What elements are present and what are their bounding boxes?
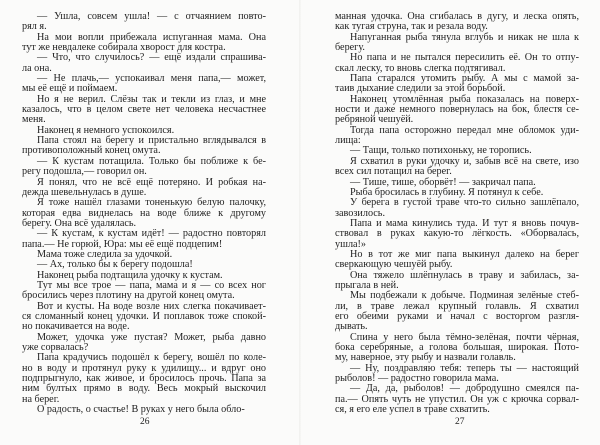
text-line: как тугая струна, так и резала воду.: [335, 21, 488, 33]
text-line: Она тяжело шлёпнулась в траву и забилась, за-: [350, 269, 579, 281]
text-line: Но в тот же миг папа выкинул далеко на берег: [350, 248, 579, 260]
text-line: — Тише, тише, оборвёт! — закричал папа.: [350, 176, 536, 188]
text-line: ним бултых прямо в воду. Весь мокрый выскочил: [22, 383, 266, 395]
text-line: уже сорвалась?: [22, 342, 89, 353]
text-line: На мои вопли прибежала испуганная мама. Она: [37, 31, 266, 43]
text-line: таив дыхание следили за этой борьбой.: [335, 83, 506, 95]
text-line: ли, в траве лежал крупный голавль. Я схватил: [335, 300, 579, 312]
text-line: его обеими руками и начал с восторгом разгля-: [335, 310, 579, 322]
text-line: О радость, о счастье! В руках у него была обло-: [37, 404, 245, 416]
text-line: дежда шевельнулась в душе.: [22, 186, 147, 198]
text-line: Я тоже нашёл глазами тоненькую белую палочку,: [37, 197, 266, 209]
text-line: скал леску, то вновь слегка подтягивал.: [335, 62, 506, 74]
text-line: — Ах, только бы к берегу подошла!: [37, 259, 193, 271]
text-line: — Не плачь,— успокаивал меня папа,— может,: [37, 73, 266, 85]
text-line: ствовал в руках какую-то лёгкость. «Оборвалась,: [335, 228, 579, 240]
text-line: ребряной чешуёй.: [335, 114, 414, 126]
text-line: Рыба бросилась в глубину. Я потянул к себе.: [350, 186, 544, 198]
paragraph: [335, 33, 579, 54]
paragraph: [335, 250, 579, 271]
paragraph: [22, 405, 266, 415]
paragraph: [335, 157, 579, 178]
text-line: подпрыгнуло, как живое, и бросилось прочь. Папа за: [22, 373, 266, 385]
text-line: Я схватил в руки удочку и, забыв всё на свете, изо: [350, 155, 579, 167]
paragraph: [335, 12, 579, 33]
text-line: на берег.: [22, 393, 60, 405]
text-line: берегу.: [335, 42, 365, 54]
text-line: всех сил потащил на берег.: [335, 166, 452, 178]
text-line: му, наверное, эту рыбу и назвали голавль.: [335, 352, 516, 364]
paragraph: [22, 136, 266, 157]
text-line: папа.— Не горюй, Юра: мы её ещё подцепим!: [22, 238, 223, 250]
paragraph: [335, 74, 579, 95]
text-line: Тогда папа осторожно передал мне обломок уди-: [350, 124, 579, 136]
page-number-left: 26: [140, 417, 150, 427]
paragraph: [22, 74, 266, 95]
paragraph: [335, 53, 579, 74]
text-line: Наконец рыба подтащила удочку к кустам.: [37, 269, 223, 281]
text-line: сверкающую чешуёй рыбу.: [335, 259, 453, 271]
paragraph: [335, 384, 579, 415]
text-line: — Ушла, совсем ушла! — с отчаянием повто-: [37, 11, 266, 22]
text-line: берегу. Она всё удалялась.: [22, 217, 137, 229]
text-line: Может, удочка уже пустая? Может, рыба давно: [37, 331, 266, 343]
text-line: Вот и кусты. На воде возле них слегка покачивает-: [37, 300, 266, 312]
text-line: Наконец утомлённая рыба показалась на поверх-: [350, 93, 579, 105]
paragraph: [22, 198, 266, 229]
text-line: Папа и мама кинулись туда. И тут я вновь почув-: [350, 217, 579, 229]
text-line: — Тащи, только потихоньку, не торопись.: [350, 145, 532, 157]
text-line: ся, я его еле успел в траве схватить.: [335, 404, 490, 416]
paragraph: [335, 198, 579, 219]
paragraph: [335, 126, 579, 147]
text-line: Спина у него была тёмно-зелёная, почти чёрная,: [350, 331, 579, 343]
paragraph: [335, 95, 579, 126]
paragraph: [22, 95, 266, 126]
text-line: ности и даже немного повернулась на бок, блестя се-: [335, 104, 579, 116]
paragraph: [22, 33, 266, 54]
text-line: рял я.: [22, 21, 47, 33]
text-line: — Что, что случилось? — ещё издали спрашива-: [37, 52, 266, 64]
book-gutter: [299, 0, 301, 445]
text-line: бока серебряные, а голова большая, широкая. Пото-: [335, 342, 579, 353]
text-line: бросились через плотину на другой конец омута.: [22, 290, 235, 302]
text-line: тут же невдалеке собирала хворост для костра.: [22, 42, 226, 54]
text-line: мы её ещё и поймаем.: [22, 83, 118, 95]
text-line: прыгала в ней.: [335, 279, 399, 291]
text-line: меня.: [22, 114, 46, 126]
text-line: У берега в густой траве что-то сильно зашлёпало,: [350, 197, 579, 209]
paragraph: [335, 333, 579, 364]
text-line: Папа стоял на берегу и пристально вглядывался в: [37, 135, 266, 147]
paragraph: [335, 291, 579, 332]
text-line: манная удочка. Она сгибалась в дугу, и леска опять,: [335, 11, 579, 22]
text-line: Папа старался утомить рыбу. А мы с мамой за-: [350, 73, 579, 85]
text-line: — К кустам потащила. Только бы поближе к бе-: [37, 155, 266, 167]
text-line: Мы подбежали к добыче. Подминая зелёные стеб-: [350, 290, 579, 302]
text-line: ся сломанный конец удочки. И поплавок тоже спокой-: [22, 310, 266, 322]
paragraph: [22, 281, 266, 302]
text-line: противоположный конец омута.: [22, 145, 161, 157]
text-line: регу подошла,— говорил он.: [22, 166, 147, 178]
text-line: Наконец я немного успокоился.: [37, 124, 175, 136]
right-page-text: [335, 12, 579, 415]
text-line: Папа крадучись подошёл к берегу, вошёл по коле-: [37, 352, 266, 364]
text-line: казалось, что в целом свете нет человека несчастнее: [22, 104, 266, 116]
text-line: — К кустам, к кустам идёт! — радостно повторял: [37, 228, 266, 240]
text-line: но покачивается на воде.: [22, 321, 130, 333]
paragraph: [22, 12, 266, 33]
text-line: Но папа и не пытался пересилить её. Он то отпу-: [350, 52, 579, 64]
text-line: Мама тоже следила за удочкой.: [37, 248, 173, 260]
text-line: дывать.: [335, 321, 368, 333]
page-number-right: 27: [455, 417, 465, 427]
paragraph: [22, 178, 266, 199]
text-line: па.— Опять чуть не упустил. Он уж с крючка сорвал-: [335, 393, 579, 405]
text-line: Напуганная рыба тянула вглубь и никак не шла к: [350, 31, 579, 43]
text-line: лища:: [335, 135, 361, 147]
text-line: ушла!»: [335, 238, 367, 250]
paragraph: [22, 302, 266, 333]
text-line: Тут мы все трое — папа, мама и я — со всех ног: [37, 279, 266, 291]
paragraph: [22, 333, 266, 354]
text-line: — Да, да, рыболов! — добродушно смеялся па-: [350, 383, 579, 395]
text-line: завозилось.: [335, 207, 386, 219]
text-line: но в воду и протянул руку к удилищу... и вдруг оно: [22, 362, 266, 374]
paragraph: [22, 157, 266, 178]
text-line: Я понял, что не всё ещё потеряно. И робкая на-: [37, 176, 266, 188]
paragraph: [335, 271, 579, 292]
paragraph: [335, 219, 579, 250]
text-line: ла она.: [22, 62, 52, 74]
paragraph: [22, 53, 266, 74]
text-line: Но я не верил. Слёзы так и текли из глаз, и мне: [37, 93, 266, 105]
text-line: рыболов! — радостно говорила мама.: [335, 373, 499, 385]
text-line: — Ну, поздравляю тебя: теперь ты — настоящий: [350, 362, 579, 374]
left-page-text: [22, 12, 266, 415]
text-line: которая едва виднелась на воде ближе к другому: [22, 207, 266, 219]
paragraph: [22, 229, 266, 250]
paragraph: [22, 353, 266, 405]
paragraph: [335, 364, 579, 385]
